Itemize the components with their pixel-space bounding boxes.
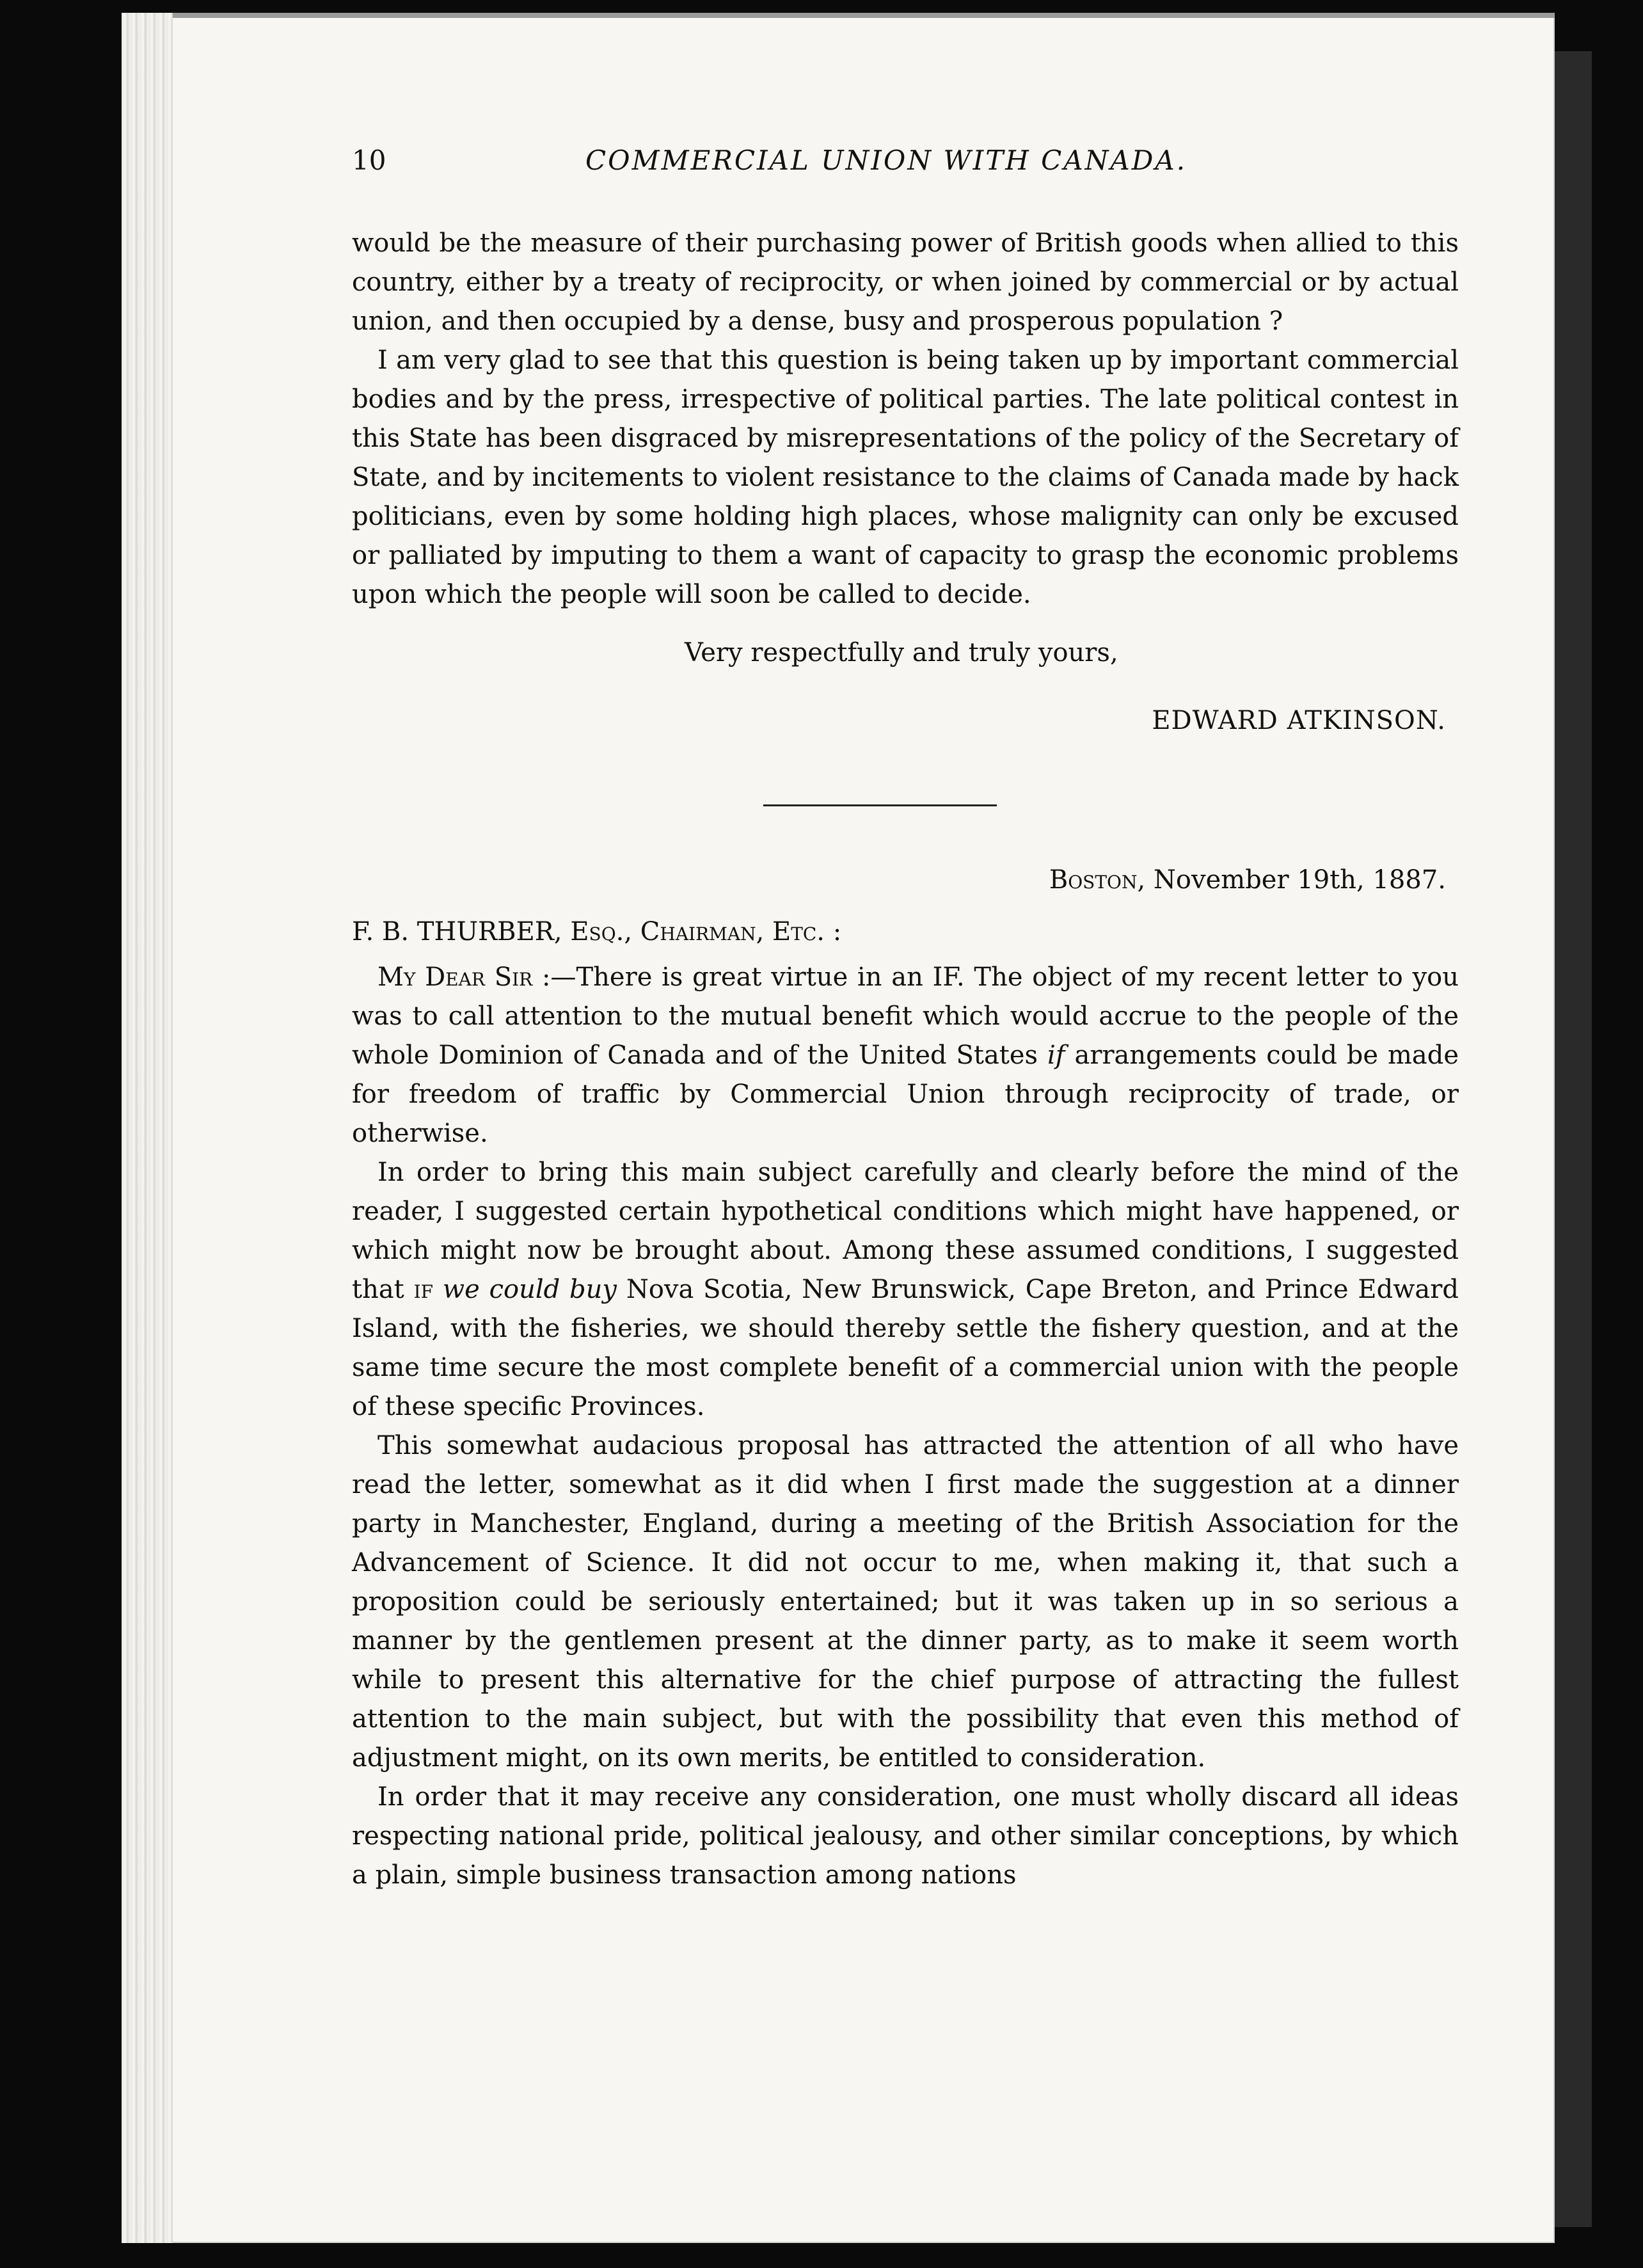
binding-shadow bbox=[1553, 51, 1592, 2227]
page-content bbox=[352, 141, 1459, 1895]
emphasis: we could buy bbox=[442, 1275, 617, 1304]
emphasis-smallcaps: if bbox=[413, 1275, 434, 1304]
emphasis: if bbox=[1047, 1041, 1065, 1070]
running-title: COMMERCIAL UNION WITH CANADA. bbox=[585, 145, 1187, 176]
paragraph: In order that it may receive any consideration, one must wholly discard all ideas respecting national pride, political jealousy, and other similar conceptions, by which a plain, simple business transaction among nations bbox=[352, 1782, 1459, 1890]
section-divider bbox=[763, 804, 997, 806]
paragraph: This somewhat audacious proposal has attracted the attention of all who have read the letter, somewhat as it did when I first made the suggestion at a dinner party in Manchester, England, during a meeting of the British Association for the Advancement of Science. It did not occur to me, when making it, that such a proposition could be seriously entertained; but it was taken up in so serious a manner by the gentlemen present at the dinner party, as to make it seem worth while to present this alternative for the chief purpose of attracting the fullest attention to the main subject, but with the possibility that even this method of adjustment might, on its own merits, be entitled to consideration. bbox=[352, 1431, 1459, 1773]
page-number: 10 bbox=[352, 145, 386, 176]
letter-closing: Very respectfully and truly yours, bbox=[685, 638, 1118, 667]
paragraph-text: Nova Scotia, New Brunswick, Cape Breton, and Prince Edward Island, with the fisheries, we should thereby settle the fishery question, and at the same time secure the most complete benefit of a commercial union with the people of these specific Provinces. bbox=[352, 1275, 1459, 1421]
paragraph-text: —There is great virtue in an IF. The object of my recent letter to you was to call attention to the mutual benefit which would accrue to the people of the whole Dominion of Canada and of the United States bbox=[352, 962, 1459, 1070]
paragraph bbox=[352, 1153, 1459, 1426]
page-stack-edges bbox=[122, 13, 173, 2243]
paragraph-continued: would be the measure of their purchasing power of British goods when allied to this country, either by a treaty of reciprocity, or when joined by commercial or by actual union, and then occupied by a dense, busy and prosperous population ? bbox=[352, 228, 1459, 336]
salutation: My Dear Sir : bbox=[377, 962, 551, 992]
paragraph bbox=[352, 958, 1459, 1153]
addressee bbox=[352, 913, 1459, 952]
paragraph-text: In order to bring this main subject carefully and clearly before the mind of the reader, I suggested certain hypothetical conditions which might have happened, or which might now be brought about. Among these assumed conditions, I suggested that bbox=[352, 1158, 1459, 1304]
letter-signature: EDWARD ATKINSON. bbox=[1152, 706, 1446, 735]
paragraph-text: arrangements could be made for freedom of traffic by Commercial Union through reciprocity of trade, or otherwise. bbox=[352, 1041, 1459, 1148]
addressee-titles: Esq., Chairman, Etc. : bbox=[570, 917, 842, 946]
running-head bbox=[352, 141, 1459, 186]
paragraph: I am very glad to see that this question is being taken up by important commercial bodies and by the press, irrespective of political parties. The late political contest in this State has been disgraced by misrepresentations of the policy of the Secretary of State, and by incitements to violent resistance to the claims of Canada made by hack politicians, even by some holding high places, whose malignity can only be excused or palliated by imputing to them a want of capacity to grasp the economic problems upon which the people will soon be called to decide. bbox=[352, 346, 1459, 609]
page-top-edge bbox=[122, 13, 1555, 18]
dateline-place: Boston, bbox=[1049, 865, 1146, 895]
addressee-name: F. B. THURBER, bbox=[352, 917, 562, 946]
dateline bbox=[352, 861, 1459, 900]
dateline-date: November 19th, 1887. bbox=[1153, 865, 1446, 895]
